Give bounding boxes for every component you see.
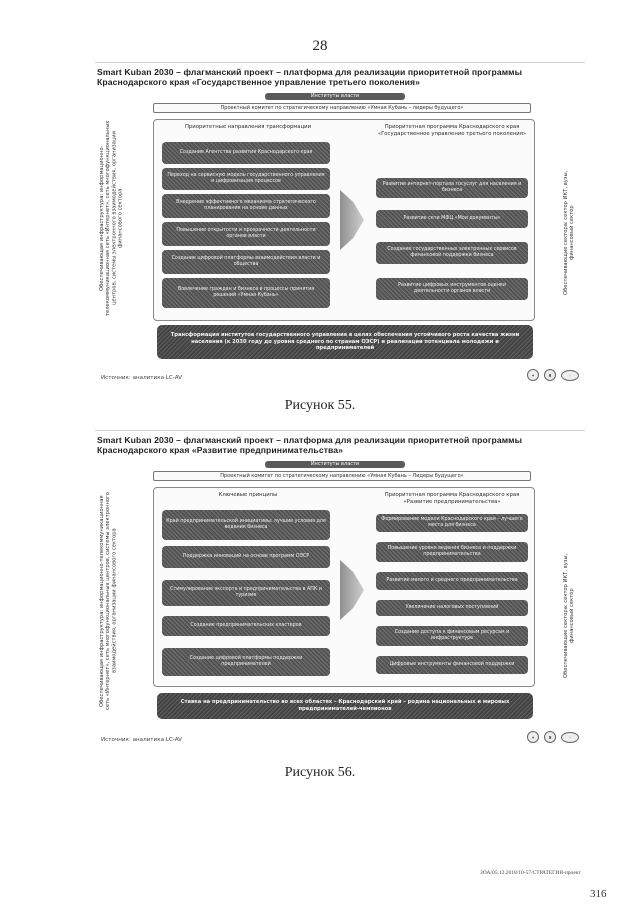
right-side-label: Обеспечивающие сектора: сектор ИКТ, вузы, финансовый сектор	[563, 553, 576, 679]
right-item: Развитие цифровых инструментов оценки деятельности органов власти	[376, 278, 528, 300]
page-number: 28	[312, 38, 328, 54]
left-side-label: Обеспечивающая инфраструктура: информационно-телекоммуникационная сеть «Интернет», сеть многофункциональных центров, системы электронного взаимодействия, организации финансового сектора	[99, 120, 124, 316]
bottom-bar: Ставка на предпринимательство во всех областях – Краснодарский край – родина национальных и мировых предпринимателей-чемпионов	[157, 693, 533, 719]
right-item: Увеличение налоговых поступлений	[376, 600, 528, 616]
emblem-icon: ✦	[527, 369, 539, 381]
diagram-frame	[153, 487, 535, 687]
figure-title: Smart Kuban 2030 – флагманский проект – платформа для реализации приоритетной программы Краснодарского края «Государственное управление третьего поколения»	[97, 67, 523, 87]
left-item: Создание цифровой платформы поддержки предпринимателей	[162, 648, 330, 676]
figure-caption: Рисунок 55.	[284, 398, 356, 413]
arrow-icon	[340, 560, 364, 620]
logos	[527, 731, 579, 743]
right-side-label: Обеспечивающие сектора: сектор ИКТ, вузы, финансовый сектор	[563, 170, 576, 296]
diagram-frame	[153, 119, 535, 321]
lc-av-logo-icon: ◦	[561, 370, 579, 381]
left-item: Вовлечение граждан и бизнеса в процессы принятия решений «Умная Кубань»	[162, 278, 330, 308]
figure-55	[95, 62, 585, 393]
committee-bar: Проектный комитет по стратегическому направлению «Умная Кубань – лидеры будущего»	[153, 103, 531, 113]
right-item: Развитие сети МФЦ «Мои документы»	[376, 210, 528, 228]
arrow-icon	[340, 190, 364, 250]
committee-bar: Проектный комитет по стратегическому направлению «Умная Кубань – Лидеры будущего»	[153, 471, 531, 481]
left-item: Внедрение эффективного механизма стратегического планирования на основе данных	[162, 194, 330, 218]
figure-caption: Рисунок 56.	[284, 765, 356, 780]
right-item: Повышение уровня ведения бизнеса и поддержки предпринимательства	[376, 542, 528, 562]
right-item: Формирование модели Краснодарского края – лучшего места для бизнеса	[376, 514, 528, 532]
right-item: Развитие малого и среднего предпринимательства	[376, 572, 528, 590]
figure-56	[95, 430, 585, 761]
logos	[527, 369, 579, 381]
left-side-label: Обеспечивающая инфраструктура: информационно-телекоммуникационная сеть «Интернет», сеть многофункциональных центров, системы электронного взаимодействия, организации финансового сектора	[99, 492, 118, 710]
right-column-header: Приоритетная программа Краснодарского края «Развитие предпринимательства»	[384, 492, 520, 505]
figure-title: Smart Kuban 2030 – флагманский проект – платформа для реализации приоритетной программы Краснодарского края «Развитие предпринимательства»	[97, 435, 523, 455]
left-item: Переход на сервисную модель государственного управления и цифровизация процессов	[162, 168, 330, 190]
source-note: Источник: аналитика LC-AV	[101, 737, 182, 743]
lc-av-logo-icon: ◦	[561, 732, 579, 743]
source-note: Источник: аналитика LC-AV	[101, 375, 182, 381]
coat-of-arms-icon: ♜	[544, 369, 556, 381]
institutions-bar: Институты власти	[265, 461, 405, 468]
right-item: Создание доступа к финансовым ресурсам и инфраструктуре	[376, 626, 528, 646]
right-item: Развитие интернет-портала госуслуг для населения и бизнеса	[376, 178, 528, 198]
coat-of-arms-icon: ♜	[544, 731, 556, 743]
left-item: Создание Агентства развития Краснодарского края	[162, 142, 330, 164]
left-item: Повышение открытости и прозрачности деятельности органов власти	[162, 222, 330, 246]
document-stamp: ЗОА/05.12.2018/10-57/СТРАТЕГИЯ-проект	[480, 870, 581, 876]
page-number-bottom: 316	[590, 888, 607, 900]
institutions-bar: Институты власти	[265, 93, 405, 100]
left-item: Поддержка инноваций на основе программ ОЭСР	[162, 546, 330, 568]
right-item: Создание государственных электронных сервисов финансовой поддержки бизнеса	[376, 242, 528, 264]
right-item: Цифровые инструменты финансовой поддержки	[376, 656, 528, 674]
bottom-bar: Трансформация институтов государственного управления в целях обеспечения устойчивого роста качества жизни населения (к 2030 году до уровня среднего по странам ОЭСР) и реализации потенциала молодежи и предпринимателей	[157, 325, 533, 359]
left-item: Создание цифровой платформы взаимодействия власти и общества	[162, 250, 330, 274]
left-item: Край предпринимательской инициативы: лучшие условия для ведения бизнеса	[162, 510, 330, 540]
left-column-header: Приоритетные направления трансформации	[184, 124, 312, 130]
left-column-header: Ключевые принципы	[218, 492, 278, 498]
left-item: Стимулирование экспорта и предпринимательства в АПК и туризме	[162, 580, 330, 606]
emblem-icon: ✦	[527, 731, 539, 743]
left-item: Создание предпринимательских кластеров	[162, 616, 330, 636]
right-column-header: Приоритетная программа Краснодарского края «Государственное управление третьего поколения»	[377, 124, 527, 137]
